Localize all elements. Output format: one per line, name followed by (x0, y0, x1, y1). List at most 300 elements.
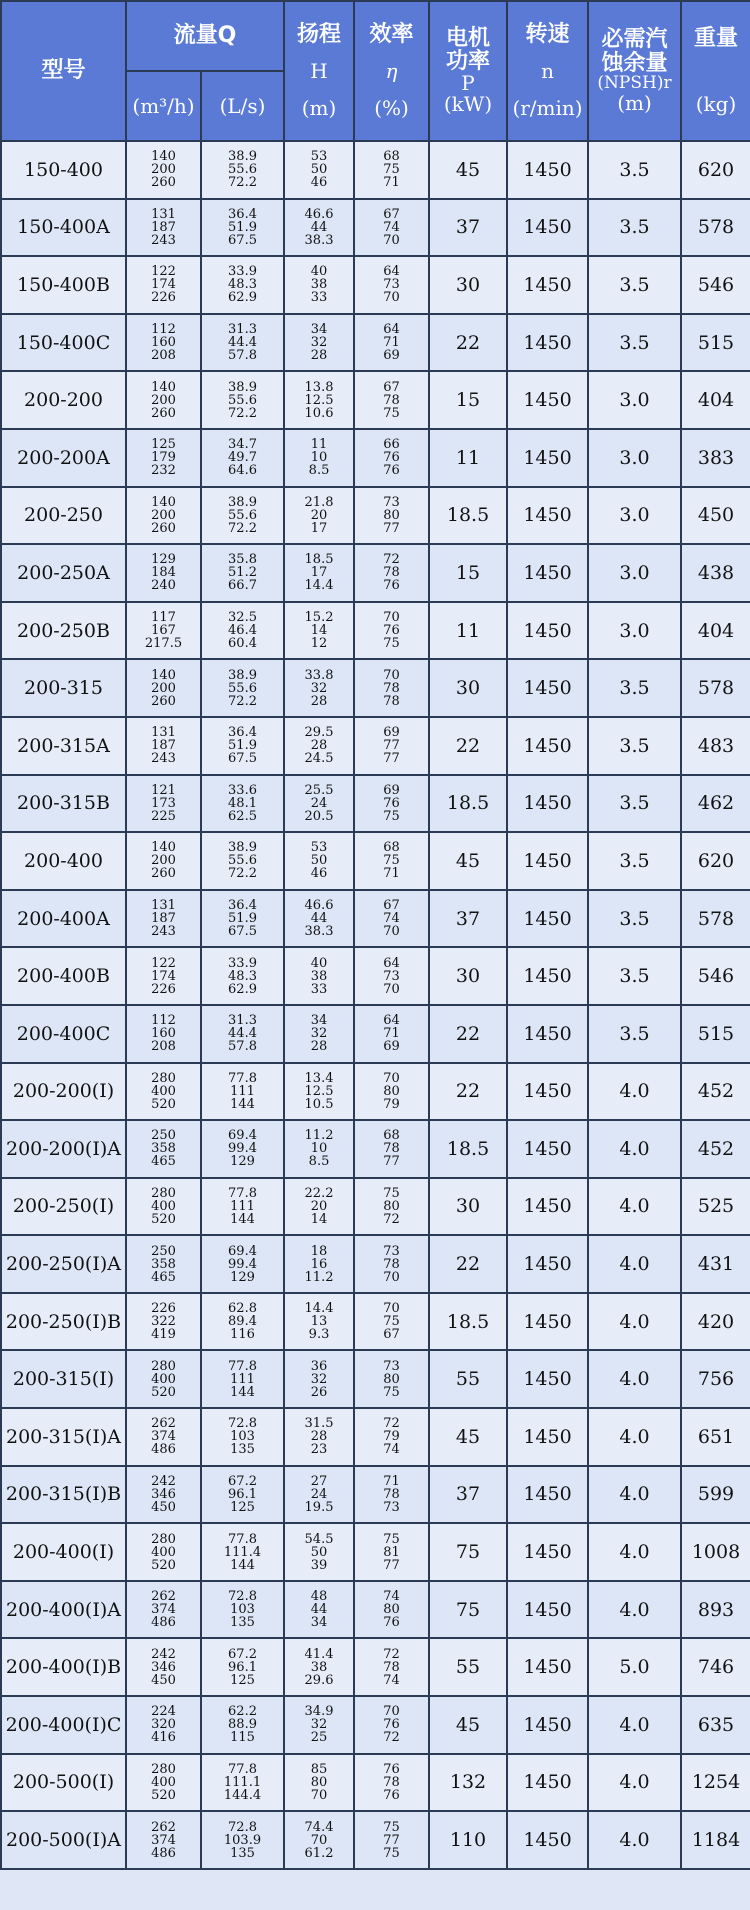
speed-cell: 1450 (507, 1005, 588, 1063)
flow-ls-value: 129 (230, 1269, 255, 1285)
weight-cell: 452 (681, 1063, 750, 1121)
head-value: 10.5 (304, 1096, 334, 1112)
efficiency-value: 70 (383, 1301, 400, 1317)
flow-m3h-value: 400 (151, 1198, 176, 1214)
head-value: 9.3 (308, 1327, 330, 1343)
flow-ls-value: 144.4 (223, 1787, 262, 1803)
head-cell (284, 141, 354, 199)
power-cell: 18.5 (429, 487, 507, 545)
head-cell (284, 947, 354, 1005)
header-power-label: 电机功率 (446, 25, 491, 74)
flow-ls-value: 72.2 (228, 693, 257, 709)
table-row (1, 947, 750, 1005)
flow-m3h-value: 262 (151, 1416, 176, 1432)
flow-ls-cell (201, 1466, 284, 1524)
npsh-cell: 4.0 (588, 1408, 681, 1466)
flow-ls-value: 55.6 (228, 162, 257, 178)
head-value: 74.4 (304, 1819, 334, 1835)
weight-cell: 383 (681, 429, 750, 487)
head-value: 14 (310, 1211, 328, 1227)
head-cell (284, 1811, 354, 1869)
flow-m3h-cell (126, 1754, 201, 1812)
flow-ls-value: 33.6 (228, 782, 257, 798)
flow-ls-value: 135 (230, 1845, 255, 1861)
flow-m3h-value: 140 (151, 840, 176, 856)
page-bottom-margin (0, 1870, 750, 1910)
efficiency-value: 70 (383, 232, 400, 248)
flow-m3h-value: 131 (151, 206, 176, 222)
model-cell: 150-400A (1, 199, 126, 257)
npsh-cell: 3.5 (588, 775, 681, 833)
head-value: 26 (310, 1384, 328, 1400)
flow-ls-value: 62.9 (228, 290, 257, 306)
flow-ls-value: 88.9 (228, 1717, 257, 1733)
power-cell: 22 (429, 314, 507, 372)
head-value: 33 (310, 981, 328, 997)
model-cell: 200-315(I)B (1, 1466, 126, 1524)
speed-cell: 1450 (507, 602, 588, 660)
head-value: 31.5 (304, 1416, 334, 1432)
flow-ls-value: 51.9 (228, 219, 257, 235)
flow-ls-cell (201, 199, 284, 257)
flow-m3h-value: 200 (151, 680, 176, 696)
efficiency-value: 73 (383, 1243, 400, 1259)
head-value: 19.5 (304, 1499, 334, 1515)
head-value: 32 (310, 1717, 328, 1733)
power-cell: 55 (429, 1350, 507, 1408)
flow-ls-value: 103 (230, 1429, 255, 1445)
efficiency-value: 75 (383, 636, 400, 652)
model-cell: 200-200(I) (1, 1063, 126, 1121)
weight-cell: 893 (681, 1581, 750, 1639)
weight-cell: 546 (681, 256, 750, 314)
npsh-cell: 4.0 (588, 1350, 681, 1408)
header-flow-unit-ls: (L/s) (201, 71, 284, 141)
head-value: 23 (310, 1442, 328, 1458)
flow-m3h-value: 400 (151, 1544, 176, 1560)
head-value: 46 (310, 866, 328, 882)
efficiency-value: 79 (383, 1096, 400, 1112)
flow-m3h-value: 450 (151, 1672, 176, 1688)
head-value: 10.6 (304, 405, 334, 421)
flow-m3h-value: 200 (151, 162, 176, 178)
head-value: 34 (310, 1615, 328, 1631)
table-row (1, 1408, 750, 1466)
head-value: 70 (310, 1832, 328, 1848)
flow-m3h-value: 262 (151, 1589, 176, 1605)
efficiency-value: 64 (383, 1013, 400, 1029)
head-value: 38 (310, 277, 328, 293)
head-value: 39 (310, 1557, 328, 1573)
efficiency-value: 75 (383, 808, 400, 824)
head-value: 18 (310, 1243, 328, 1259)
head-value: 80 (310, 1774, 328, 1790)
head-value: 8.5 (308, 463, 330, 479)
efficiency-value: 70 (383, 667, 400, 683)
head-value: 14.4 (304, 578, 334, 594)
efficiency-value: 70 (383, 924, 400, 940)
header-weight (681, 1, 750, 141)
power-cell: 45 (429, 141, 507, 199)
header-npsh-unit: (m) (617, 90, 652, 115)
weight-cell: 431 (681, 1235, 750, 1293)
flow-m3h-value: 184 (151, 565, 176, 581)
model-cell: 200-250(I)B (1, 1293, 126, 1351)
head-value: 41.4 (304, 1646, 334, 1662)
flow-m3h-cell (126, 1178, 201, 1236)
table-row (1, 1293, 750, 1351)
efficiency-cell (354, 1178, 429, 1236)
head-value: 20 (310, 507, 328, 523)
flow-m3h-value: 240 (151, 578, 176, 594)
header-head-symbol: H (310, 58, 328, 83)
power-cell: 30 (429, 659, 507, 717)
head-cell (284, 659, 354, 717)
head-value: 14 (310, 623, 328, 639)
table-row (1, 717, 750, 775)
flow-ls-cell (201, 947, 284, 1005)
head-cell (284, 890, 354, 948)
flow-m3h-cell (126, 1120, 201, 1178)
npsh-cell: 3.0 (588, 602, 681, 660)
weight-cell: 438 (681, 544, 750, 602)
flow-ls-value: 55.6 (228, 680, 257, 696)
flow-ls-value: 144 (230, 1096, 255, 1112)
flow-m3h-cell (126, 947, 201, 1005)
flow-ls-cell (201, 371, 284, 429)
flow-m3h-cell (126, 775, 201, 833)
head-value: 22.2 (304, 1185, 334, 1201)
flow-m3h-value: 174 (151, 277, 176, 293)
header-speed-unit: (r/min) (512, 95, 583, 120)
power-cell: 30 (429, 256, 507, 314)
efficiency-value: 80 (383, 1083, 400, 1099)
flow-m3h-cell (126, 1466, 201, 1524)
speed-cell: 1450 (507, 199, 588, 257)
flow-m3h-value: 280 (151, 1358, 176, 1374)
table-row (1, 1811, 750, 1869)
efficiency-value: 78 (383, 565, 400, 581)
weight-cell: 756 (681, 1350, 750, 1408)
power-cell: 132 (429, 1754, 507, 1812)
flow-m3h-value: 374 (151, 1832, 176, 1848)
head-value: 24 (310, 795, 328, 811)
flow-m3h-cell (126, 717, 201, 775)
efficiency-cell (354, 141, 429, 199)
model-cell: 200-400(I)A (1, 1581, 126, 1639)
efficiency-value: 67 (383, 206, 400, 222)
head-value: 24.5 (304, 751, 334, 767)
head-value: 11.2 (304, 1269, 334, 1285)
head-value: 13.8 (304, 379, 334, 395)
weight-cell: 599 (681, 1466, 750, 1524)
efficiency-value: 71 (383, 866, 400, 882)
flow-ls-value: 35.8 (228, 552, 257, 568)
efficiency-value: 73 (383, 1358, 400, 1374)
flow-m3h-value: 117 (151, 610, 176, 626)
flow-ls-value: 69.4 (228, 1128, 257, 1144)
flow-ls-value: 51.9 (228, 738, 257, 754)
flow-m3h-value: 260 (151, 175, 176, 191)
head-value: 17 (310, 520, 328, 536)
table-row (1, 1120, 750, 1178)
head-value: 70 (310, 1787, 328, 1803)
flow-m3h-value: 520 (151, 1557, 176, 1573)
flow-ls-cell (201, 487, 284, 545)
efficiency-value: 75 (383, 1384, 400, 1400)
flow-m3h-value: 358 (151, 1141, 176, 1157)
efficiency-value: 78 (383, 392, 400, 408)
efficiency-value: 75 (383, 853, 400, 869)
flow-m3h-value: 122 (151, 264, 176, 280)
efficiency-value: 76 (383, 463, 400, 479)
flow-m3h-value: 486 (151, 1615, 176, 1631)
model-cell: 200-400(I)C (1, 1696, 126, 1754)
flow-ls-value: 55.6 (228, 853, 257, 869)
weight-cell: 1008 (681, 1523, 750, 1581)
header-flow-unit-m3h: (m³/h) (126, 71, 201, 141)
head-cell (284, 1235, 354, 1293)
flow-ls-value: 111.4 (223, 1544, 262, 1560)
efficiency-value: 76 (383, 1615, 400, 1631)
model-cell: 200-500(I) (1, 1754, 126, 1812)
table-row (1, 1466, 750, 1524)
model-cell: 200-200A (1, 429, 126, 487)
flow-ls-value: 36.4 (228, 725, 257, 741)
speed-cell: 1450 (507, 141, 588, 199)
table-row (1, 256, 750, 314)
power-cell: 30 (429, 947, 507, 1005)
npsh-cell: 4.0 (588, 1178, 681, 1236)
flow-ls-cell (201, 1638, 284, 1696)
flow-m3h-value: 486 (151, 1442, 176, 1458)
flow-ls-value: 31.3 (228, 322, 257, 338)
flow-ls-value: 57.8 (228, 348, 257, 364)
flow-ls-cell (201, 314, 284, 372)
flow-ls-cell (201, 1235, 284, 1293)
speed-cell: 1450 (507, 1350, 588, 1408)
flow-m3h-cell (126, 314, 201, 372)
head-value: 40 (310, 264, 328, 280)
head-value: 12.5 (304, 392, 334, 408)
efficiency-value: 78 (383, 1256, 400, 1272)
table-row (1, 890, 750, 948)
flow-ls-cell (201, 1005, 284, 1063)
flow-ls-value: 32.5 (228, 610, 257, 626)
flow-ls-cell (201, 775, 284, 833)
head-cell (284, 1293, 354, 1351)
speed-cell: 1450 (507, 314, 588, 372)
flow-ls-value: 51.9 (228, 911, 257, 927)
flow-m3h-value: 520 (151, 1211, 176, 1227)
model-cell: 200-250(I) (1, 1178, 126, 1236)
efficiency-value: 74 (383, 219, 400, 235)
flow-m3h-cell (126, 890, 201, 948)
flow-m3h-cell (126, 1235, 201, 1293)
head-value: 40 (310, 955, 328, 971)
flow-m3h-value: 131 (151, 725, 176, 741)
flow-ls-cell (201, 659, 284, 717)
weight-cell: 1184 (681, 1811, 750, 1869)
flow-ls-cell (201, 1754, 284, 1812)
efficiency-value: 74 (383, 1672, 400, 1688)
flow-ls-value: 38.9 (228, 379, 257, 395)
efficiency-cell (354, 1638, 429, 1696)
head-value: 38 (310, 968, 328, 984)
efficiency-value: 78 (383, 1486, 400, 1502)
flow-ls-value: 33.9 (228, 955, 257, 971)
efficiency-value: 77 (383, 520, 400, 536)
flow-m3h-value: 280 (151, 1185, 176, 1201)
head-value: 28 (310, 1429, 328, 1445)
head-value: 50 (310, 162, 328, 178)
flow-ls-value: 99.4 (228, 1141, 257, 1157)
head-cell (284, 429, 354, 487)
npsh-cell: 4.0 (588, 1811, 681, 1869)
power-cell: 22 (429, 1005, 507, 1063)
head-value: 17 (310, 565, 328, 581)
head-value: 25.5 (304, 782, 334, 798)
npsh-cell: 3.5 (588, 659, 681, 717)
npsh-cell: 4.0 (588, 1696, 681, 1754)
header-eff-unit: (%) (374, 95, 409, 120)
speed-cell: 1450 (507, 487, 588, 545)
flow-ls-cell (201, 544, 284, 602)
efficiency-value: 75 (383, 1531, 400, 1547)
flow-ls-value: 129 (230, 1154, 255, 1170)
flow-ls-value: 111 (230, 1198, 255, 1214)
efficiency-value: 78 (383, 680, 400, 696)
flow-ls-cell (201, 141, 284, 199)
flow-m3h-value: 346 (151, 1486, 176, 1502)
table-row (1, 429, 750, 487)
flow-m3h-value: 187 (151, 911, 176, 927)
efficiency-value: 71 (383, 175, 400, 191)
npsh-cell: 3.5 (588, 717, 681, 775)
flow-ls-cell (201, 256, 284, 314)
flow-m3h-value: 260 (151, 693, 176, 709)
efficiency-value: 78 (383, 693, 400, 709)
flow-ls-value: 55.6 (228, 392, 257, 408)
head-value: 36 (310, 1358, 328, 1374)
power-cell: 55 (429, 1638, 507, 1696)
header-npsh-symbol: (NPSH)r (597, 72, 672, 93)
efficiency-value: 73 (383, 968, 400, 984)
head-value: 20.5 (304, 808, 334, 824)
head-value: 32 (310, 680, 328, 696)
efficiency-value: 75 (383, 1845, 400, 1861)
flow-m3h-value: 262 (151, 1819, 176, 1835)
efficiency-cell (354, 1408, 429, 1466)
weight-cell: 450 (681, 487, 750, 545)
flow-m3h-value: 140 (151, 667, 176, 683)
efficiency-cell (354, 544, 429, 602)
head-cell (284, 1638, 354, 1696)
flow-m3h-value: 187 (151, 219, 176, 235)
efficiency-cell (354, 1235, 429, 1293)
head-value: 29.6 (304, 1672, 334, 1688)
flow-m3h-value: 260 (151, 405, 176, 421)
flow-m3h-value: 416 (151, 1730, 176, 1746)
flow-ls-value: 72.2 (228, 866, 257, 882)
efficiency-value: 75 (383, 1819, 400, 1835)
flow-m3h-value: 320 (151, 1717, 176, 1733)
speed-cell: 1450 (507, 947, 588, 1005)
speed-cell: 1450 (507, 1063, 588, 1121)
speed-cell: 1450 (507, 371, 588, 429)
model-cell: 200-400 (1, 832, 126, 890)
flow-ls-value: 72.8 (228, 1589, 257, 1605)
flow-ls-value: 48.3 (228, 277, 257, 293)
efficiency-cell (354, 832, 429, 890)
speed-cell: 1450 (507, 544, 588, 602)
head-value: 21.8 (304, 494, 334, 510)
header-eff (354, 1, 429, 141)
efficiency-cell (354, 256, 429, 314)
speed-cell: 1450 (507, 1581, 588, 1639)
power-cell: 37 (429, 1466, 507, 1524)
flow-ls-value: 36.4 (228, 898, 257, 914)
flow-m3h-value: 121 (151, 782, 176, 798)
npsh-cell: 3.5 (588, 199, 681, 257)
speed-cell: 1450 (507, 1696, 588, 1754)
head-value: 28 (310, 1039, 328, 1055)
npsh-cell: 3.0 (588, 371, 681, 429)
model-cell: 200-500(I)A (1, 1811, 126, 1869)
flow-m3h-cell (126, 1293, 201, 1351)
efficiency-value: 76 (383, 1717, 400, 1733)
efficiency-value: 74 (383, 1589, 400, 1605)
flow-ls-value: 44.4 (228, 335, 257, 351)
model-cell: 200-250B (1, 602, 126, 660)
efficiency-value: 69 (383, 348, 400, 364)
efficiency-value: 77 (383, 751, 400, 767)
flow-ls-cell (201, 1581, 284, 1639)
flow-ls-value: 62.8 (228, 1301, 257, 1317)
flow-m3h-cell (126, 141, 201, 199)
model-cell: 150-400C (1, 314, 126, 372)
head-value: 61.2 (304, 1845, 334, 1861)
flow-m3h-value: 224 (151, 1704, 176, 1720)
weight-cell: 1254 (681, 1754, 750, 1812)
flow-ls-value: 111 (230, 1083, 255, 1099)
power-cell: 37 (429, 890, 507, 948)
flow-m3h-value: 174 (151, 968, 176, 984)
flow-ls-value: 36.4 (228, 206, 257, 222)
efficiency-cell (354, 429, 429, 487)
flow-m3h-value: 520 (151, 1096, 176, 1112)
model-cell: 200-315(I)A (1, 1408, 126, 1466)
head-value: 12.5 (304, 1083, 334, 1099)
table-row (1, 1178, 750, 1236)
weight-cell: 651 (681, 1408, 750, 1466)
flow-ls-value: 111 (230, 1371, 255, 1387)
flow-ls-cell (201, 1523, 284, 1581)
flow-ls-value: 38.9 (228, 149, 257, 165)
head-value: 53 (310, 840, 328, 856)
flow-m3h-value: 250 (151, 1243, 176, 1259)
speed-cell: 1450 (507, 1638, 588, 1696)
flow-m3h-value: 140 (151, 149, 176, 165)
power-cell: 18.5 (429, 775, 507, 833)
efficiency-cell (354, 314, 429, 372)
head-value: 13 (310, 1314, 328, 1330)
speed-cell: 1450 (507, 659, 588, 717)
flow-m3h-cell (126, 602, 201, 660)
header-speed (507, 1, 588, 141)
flow-ls-value: 48.1 (228, 795, 257, 811)
efficiency-value: 70 (383, 1070, 400, 1086)
